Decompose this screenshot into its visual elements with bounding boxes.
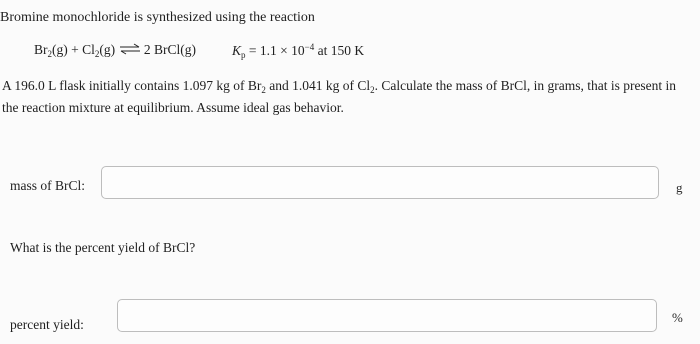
mass-unit: g [676,180,683,195]
yield-label: percent yield: [10,317,84,332]
yield-unit: % [672,310,683,325]
problem-title: Bromine monochloride is synthesized using the reaction [0,10,315,25]
kp-subscript: p [241,50,246,60]
product-brcl: 2 BrCl(g) [143,42,196,57]
reaction-equation [34,42,196,59]
problem-statement [2,77,692,117]
yield-question: What is the percent yield of BrCl? [10,240,196,255]
statement-part-3: . Calculate the mass of BrCl, in grams, that is present in the reaction mixture at equilibrium. Assume ideal gas behavior. [2,78,677,115]
br-subscript: 2 [261,85,266,95]
statement-part-2: and 1.041 kg of Cl [265,78,371,93]
mass-input[interactable] [101,166,659,199]
equilibrium-constant [232,42,364,60]
statement-part-1: A 196.0 L flask initially contains 1.097 kg of Br [2,78,262,93]
cl-subscript: 2 [370,85,375,95]
mass-label: mass of BrCl: [10,178,86,193]
yield-input[interactable] [117,299,657,332]
reactant-cl-subscript: 2 [94,49,100,59]
reactant-cl: (g) + Cl [52,42,95,57]
kp-symbol: K [232,43,242,58]
kp-exponent: −4 [304,42,315,52]
reactant-cl-state: (g) [99,42,116,57]
kp-value: = 1.1 × 10 [245,43,305,58]
reactant-br-subscript: 2 [47,49,52,59]
reactant-br: Br [34,42,48,57]
equilibrium-arrow-icon [119,43,141,55]
kp-temperature: at 150 K [314,43,365,58]
